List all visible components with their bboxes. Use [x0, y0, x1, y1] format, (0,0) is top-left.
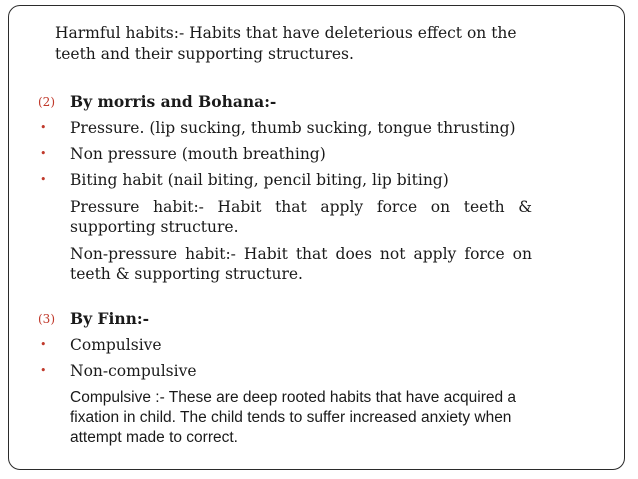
- list-item: [0, 169, 638, 191]
- list-item-text: Biting habit (nail biting, pencil biting, lip biting): [70, 171, 449, 189]
- bullet-icon: •: [40, 338, 47, 351]
- bullet-icon: •: [40, 173, 47, 186]
- bullet-icon: •: [40, 121, 47, 134]
- section-3-heading-row: [0, 308, 638, 330]
- bullet-icon: •: [40, 364, 47, 377]
- non-pressure-habit-definition: Non-pressure habit:- Habit that does not apply force on teeth & supporting structure.: [70, 245, 532, 283]
- list-item-text: Compulsive: [70, 336, 162, 354]
- list-item: [0, 143, 638, 165]
- list-item: [0, 360, 638, 382]
- bullet-icon: •: [40, 147, 47, 160]
- compulsive-definition: Compulsive :- These are deep rooted habits that have acquired a fixation in child. The child tends to suffer increased anxiety when attempt made to correct.: [70, 389, 517, 446]
- list-item: [0, 334, 638, 356]
- list-item-text: Pressure. (lip sucking, thumb sucking, tongue thrusting): [70, 119, 516, 137]
- section-2-heading: By morris and Bohana:-: [70, 92, 277, 111]
- list-item: [0, 117, 638, 139]
- section-2-heading-row: [0, 91, 638, 113]
- list-item-text: Non pressure (mouth breathing): [70, 145, 326, 163]
- section-3-number: (3): [38, 312, 55, 326]
- section-3-heading: By Finn:-: [70, 309, 150, 328]
- intro-text: Harmful habits:- Habits that have deleterious effect on the teeth and their supporting structures.: [55, 24, 517, 63]
- section-2-number: (2): [38, 95, 55, 109]
- pressure-habit-definition: Pressure habit:- Habit that apply force on teeth & supporting structure.: [70, 198, 532, 236]
- list-item-text: Non-compulsive: [70, 362, 197, 380]
